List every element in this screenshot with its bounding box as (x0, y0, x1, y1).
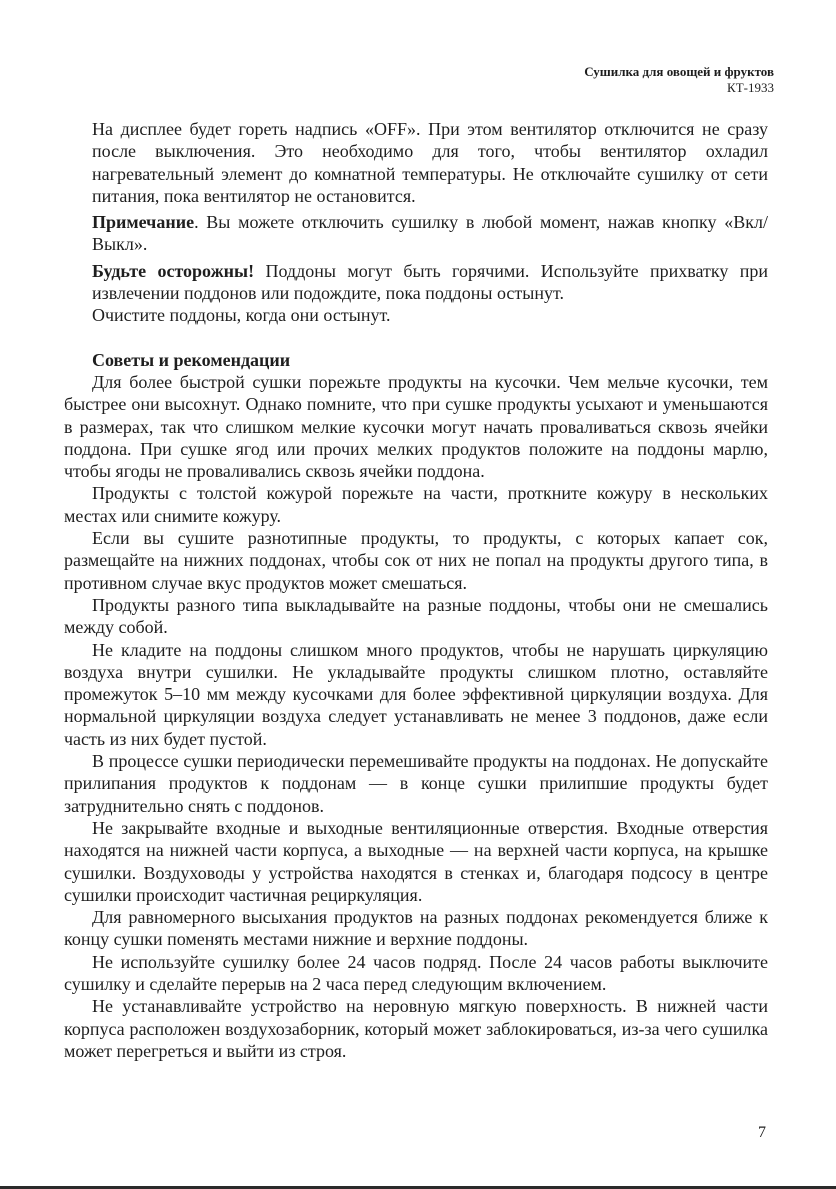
page-number: 7 (758, 1124, 766, 1141)
clean-trays-paragraph: Очистите поддоны, когда они остынут. (92, 305, 391, 326)
tip-paragraph: Если вы сушите разнотипные продукты, то продукты, с которых капает сок, размещайте на нижних поддонах, чтобы сок от них не попал на продукты другого типа, в противном случае вкус продуктов может смешаться. (64, 528, 768, 593)
tips-list (64, 371, 768, 1062)
tip-paragraph: В процессе сушки периодически перемешивайте продукты на поддонах. Не допускайте прилипания продуктов к поддонам — в конце сушки прилипшие продукты будет затруднительно снять с поддонов. (64, 751, 768, 816)
section-title-tips: Советы и рекомендации (92, 349, 291, 370)
product-title: Сушилка для овощей и фруктов (584, 64, 774, 79)
tip-paragraph: Продукты с толстой кожурой порежьте на части, проткните кожуру в нескольких местах или снимите кожуру. (64, 483, 768, 526)
warning-text: Поддоны могут быть горячими. Используйте прихватку при извлечении поддонов или подождите, пока поддоны остынут. (92, 260, 768, 304)
tip-paragraph: Не закрывайте входные и выходные вентиляционные отверстия. Входные отверстия находятся на нижней части корпуса, а выходные — на верхней части корпуса, на крышке сушилки. Воздуховоды у устройства находятся в стенках и, благодаря подсосу в центре сушилки происходит частичная рециркуляция. (64, 817, 768, 905)
tip-paragraph: Для равномерного высыхания продуктов на разных поддонах рекомендуется ближе к концу сушки поменять местами нижние и верхние поддоны. (64, 907, 768, 950)
warning-paragraph (92, 260, 768, 305)
tip-paragraph: Не устанавливайте устройство на неровную мягкую поверхность. В нижней части корпуса расположен воздухозаборник, который может заблокироваться, из-за чего сушилка может перегреться и выйти из строя. (64, 996, 768, 1061)
note-text: . Вы можете отключить сушилку в любой момент, нажав кнопку «Вкл/Выкл». (92, 212, 768, 255)
tip-paragraph: Для более быстрой сушки порежьте продукты на кусочки. Чем мельче кусочки, тем быстрее они высохнут. Однако помните, что при сушке продукты усыхают и уменьшаются в размерах, так что слишком мелкие кусочки могут начать проваливаться сквозь ячейки поддона. При сушке ягод или прочих мелких продуктов положите на поддоны марлю, чтобы ягоды не проваливались сквозь ячейки поддона. (64, 371, 768, 482)
tip-paragraph: Продукты разного типа выкладывайте на разные поддоны, чтобы они не смешались между собой. (64, 594, 768, 638)
tip-paragraph: Не кладите на поддоны слишком много продуктов, чтобы не нарушать циркуляцию воздуха внутри сушилки. Не укладывайте продукты слишком плотно, оставляйте промежуток 5–10 мм между кусочками для более эффективной циркуляции воздуха. Для нормальной циркуляции воздуха следует устанавливать не менее 3 поддонов, даже если часть из них будет пустой. (64, 639, 768, 749)
running-header (584, 64, 774, 96)
note-paragraph (92, 211, 768, 256)
product-model: КТ-1933 (727, 80, 774, 95)
tip-paragraph: Не используйте сушилку более 24 часов подряд. После 24 часов работы выключите сушилку и сделайте перерыв на 2 часа перед следующим включением. (64, 951, 768, 994)
note-label: Примечание (92, 212, 195, 233)
intro-block (64, 118, 768, 327)
warning-label: Будьте осторожны! (92, 260, 255, 281)
intro-paragraph-off-display: На дисплее будет гореть надпись «OFF». При этом вентилятор отключится не сразу после выключения. Это необходимо для того, чтобы вентилятор охладил нагревательный элемент до комнатной температуры. Не отключайте сушилку от сети питания, пока вентилятор не остановится. (92, 119, 768, 206)
page-content (64, 118, 768, 1062)
